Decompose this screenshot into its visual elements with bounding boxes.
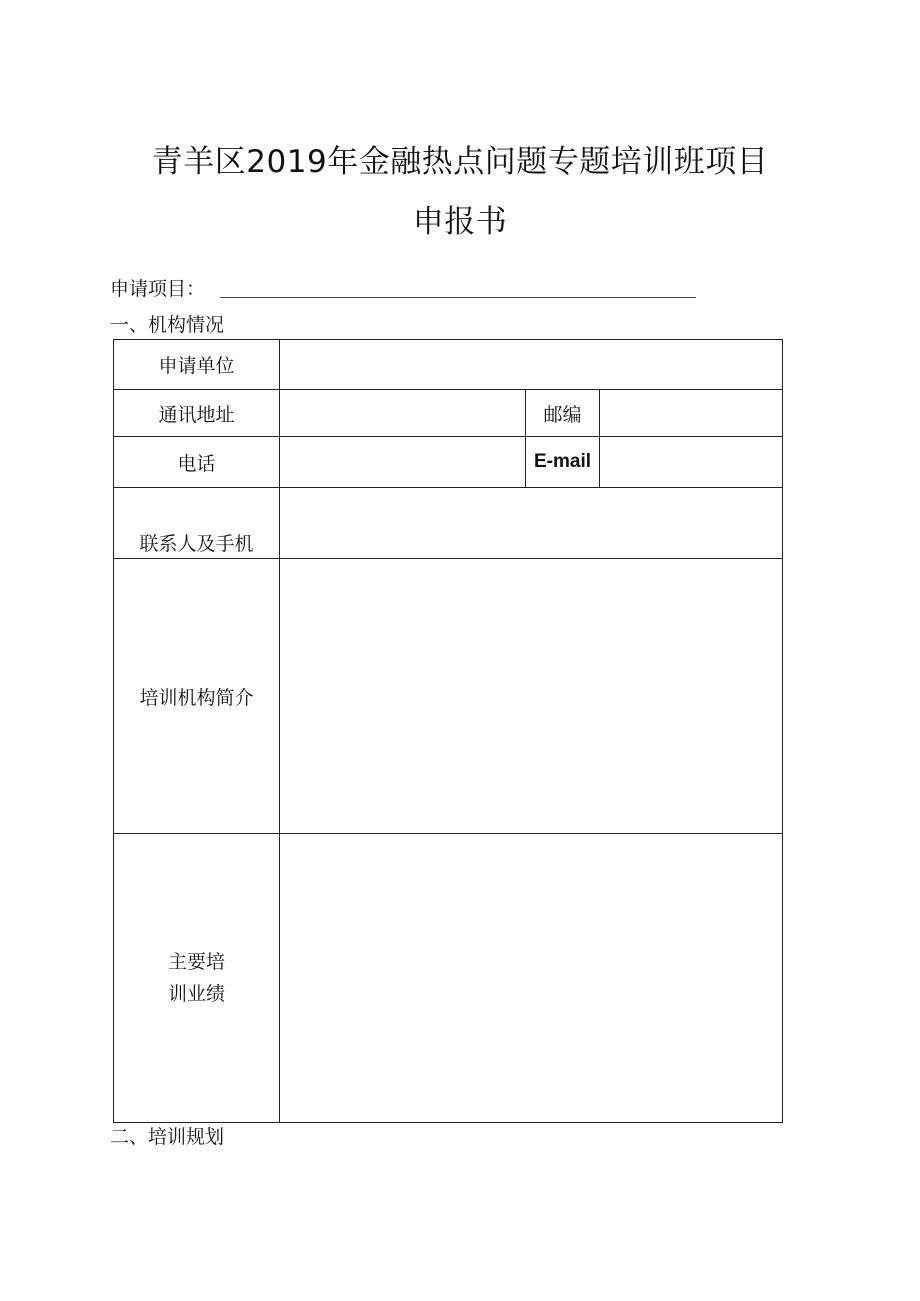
postcode-field[interactable] — [600, 390, 783, 437]
postcode-label: 邮编 — [526, 390, 600, 437]
achievements-label-line2: 训业绩 — [167, 983, 225, 1005]
phone-label: 电话 — [114, 437, 280, 488]
org-info-table — [113, 339, 783, 1123]
contact-label: 联系人及手机 — [114, 488, 280, 559]
section-org-heading: 一、机构情况 — [110, 314, 225, 336]
org-intro-label: 培训机构简介 — [114, 559, 280, 834]
document-title-line1: 青羊区2019年金融热点问题专题培训班项目 — [151, 144, 769, 180]
contact-field[interactable] — [280, 488, 783, 559]
email-label: E-mail — [526, 437, 600, 488]
achievements-label — [114, 834, 280, 1123]
document-title-line2: 申报书 — [412, 204, 508, 240]
address-field[interactable] — [280, 390, 526, 437]
applicant-unit-field[interactable] — [280, 340, 783, 390]
org-intro-field[interactable] — [280, 559, 783, 834]
apply-project-label: 申请项目： — [110, 278, 206, 300]
applicant-unit-label: 申请单位 — [114, 340, 280, 390]
email-field[interactable] — [600, 437, 783, 488]
achievements-label-line1: 主要培 — [167, 951, 225, 973]
phone-field[interactable] — [280, 437, 526, 488]
section-plan-heading: 二、培训规划 — [110, 1126, 225, 1148]
achievements-field[interactable] — [280, 834, 783, 1123]
address-label: 通讯地址 — [114, 390, 280, 437]
apply-project-field[interactable] — [220, 297, 696, 298]
